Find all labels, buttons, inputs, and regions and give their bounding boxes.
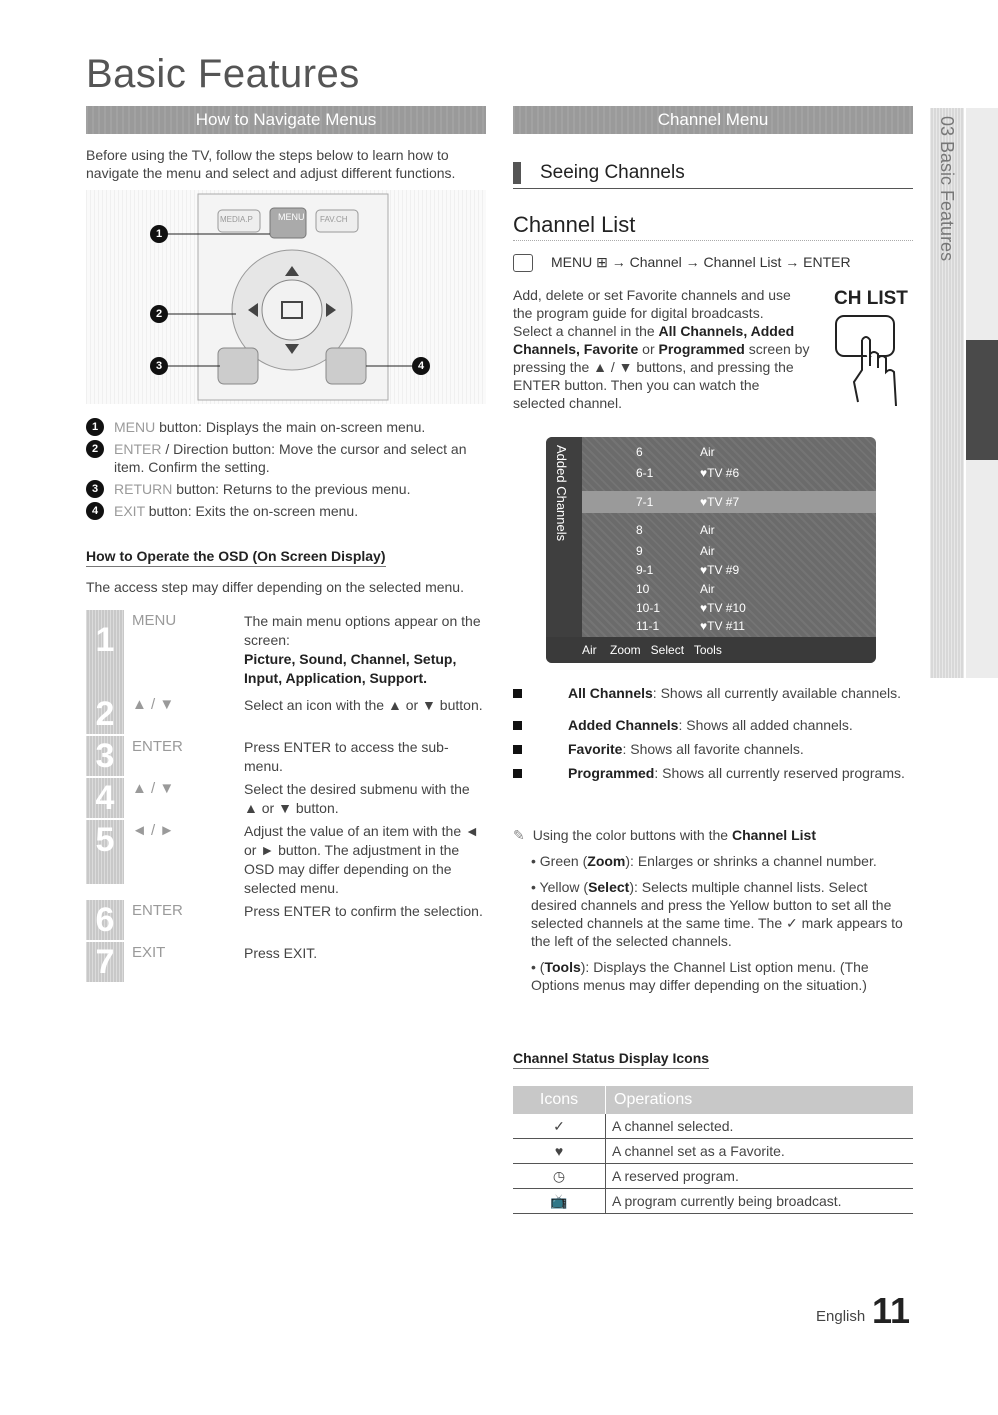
section-rule (513, 188, 913, 189)
bullet-icon (513, 769, 522, 778)
category-item (513, 716, 913, 734)
step-6 (86, 900, 486, 940)
step-desc-text: The main menu options appear on the screen: (244, 613, 481, 648)
navigate-intro: Before using the TV, follow the steps below to learn how to navigate the menu and select and adjust different functions. (86, 147, 456, 181)
menu-path (513, 254, 851, 272)
color-item: • (Tools): Displays the Channel List option menu. (The Options menus may differ depending on the situation.) (531, 959, 869, 993)
bullet-icon (513, 689, 522, 698)
page-number: 11 (872, 1290, 911, 1331)
channel-name: Air (700, 582, 715, 596)
channel-row (636, 563, 876, 580)
note-pencil-icon: ✎ (513, 827, 525, 843)
table-row (513, 1114, 913, 1139)
key-desc: / Direction button: Move the cursor and select an item. Confirm the setting. (114, 441, 467, 475)
button-descriptions (86, 418, 486, 524)
callout-4: 4 (412, 357, 430, 375)
channel-name: ♥TV #10 (700, 601, 746, 615)
step-key: MENU (132, 612, 177, 629)
remote-menu-label: MENU (278, 212, 305, 222)
step-desc-bold: Picture, Sound, Channel, Setup, Input, Application, Support. (244, 651, 457, 686)
section-title: Seeing Channels (540, 162, 685, 183)
button-desc-item (86, 502, 486, 520)
step-4 (86, 778, 486, 818)
num-badge: 2 (86, 440, 104, 458)
status-text: A channel set as a Favorite. (606, 1139, 914, 1164)
step-desc (244, 612, 484, 688)
step-desc: Press EXIT. (244, 945, 318, 961)
color-post: ): Selects multiple channel lists. Select desired channels and press the Yellow button to set all the selected channels at the same time. The ✓ mark appears to the left of the selected channels. (531, 879, 903, 949)
bullet-icon (513, 745, 522, 754)
channel-num: 10 (636, 582, 650, 596)
color-pre: Green ( (539, 853, 588, 869)
step-number: 5 (86, 820, 124, 884)
navigate-menus-banner: How to Navigate Menus (86, 106, 486, 134)
screen-side-panel (546, 437, 582, 637)
remote-media-label: MEDIA.P (220, 215, 253, 224)
category-item (513, 684, 913, 702)
desc2-mid: or (638, 341, 659, 357)
desc2-pre: Select a channel in the (513, 323, 659, 339)
step-number: 3 (86, 736, 124, 776)
step-key: ENTER (132, 902, 183, 919)
status-text: A program currently being broadcast. (606, 1189, 914, 1214)
channel-num: 6 (636, 445, 643, 459)
color-post: ): Enlarges or shrinks a channel number. (625, 853, 877, 869)
desc2-post: screen by pressing the ▲ / ▼ buttons, and pressing the ENTER button. Then you can watch the selected channel. (513, 341, 810, 411)
status-icon: ◷ (513, 1164, 606, 1189)
num-badge: 1 (86, 418, 104, 436)
step-number: 2 (86, 694, 124, 734)
category-item (513, 740, 913, 758)
step-desc: Select the desired submenu with the ▲ or ▼ button. (244, 781, 470, 816)
channel-num: 9-1 (636, 563, 654, 577)
channel-row (636, 582, 876, 599)
status-text: A reserved program. (606, 1164, 914, 1189)
button-desc-item (86, 440, 486, 476)
screen-side-label: Added Channels (554, 445, 569, 542)
channel-num: 8 (636, 523, 643, 537)
key-desc: button: Exits the on-screen menu. (144, 503, 359, 519)
category-text: : Shows all currently reserved programs. (654, 765, 905, 781)
channel-row (636, 601, 876, 618)
note-pre: Using the color buttons with the (532, 827, 732, 843)
color-bold: Select (588, 879, 630, 895)
note-bold: Channel List (731, 827, 816, 843)
button-desc-item (86, 480, 486, 498)
step-desc: Select an icon with the ▲ or ▼ button. (244, 697, 483, 713)
step-2 (86, 694, 486, 734)
status-text: A channel selected. (606, 1114, 914, 1139)
color-item: • Green (Zoom): Enlarges or shrinks a channel number. (531, 853, 877, 869)
footer-language: English (816, 1308, 866, 1325)
step-key: ▲ / ▼ (132, 696, 175, 713)
color-button-note (513, 826, 913, 994)
step-desc: Press ENTER to confirm the selection. (244, 903, 483, 919)
desc2-bold: All Channels, Added Channels, Favorite (513, 323, 795, 357)
desc2-bold2: Programmed (658, 341, 745, 357)
channel-menu-banner: Channel Menu (513, 106, 913, 134)
key-name: EXIT (114, 503, 145, 519)
num-badge: 4 (86, 502, 104, 520)
button-desc-item (86, 418, 486, 436)
category-text: : Shows all currently available channels. (652, 685, 902, 701)
category-text: : Shows all favorite channels. (622, 741, 804, 757)
subsection-title: Channel List (513, 212, 636, 237)
channel-name: ♥TV #9 (700, 563, 740, 577)
key-name: MENU (114, 419, 156, 435)
step-number: 4 (86, 778, 124, 818)
section-bar (513, 162, 521, 184)
channel-name: ♥TV #11 (700, 619, 745, 633)
desc1: Add, delete or set Favorite channels and use the program guide for digital broadcasts. (513, 287, 791, 321)
key-desc: button: Returns to the previous menu. (172, 481, 411, 497)
step-number: 1 (86, 610, 124, 700)
channel-name: Air (700, 523, 715, 537)
step-number: 7 (86, 942, 124, 982)
osd-intro: The access step may differ depending on the selected menu. (86, 579, 464, 595)
color-pre: ( (539, 959, 545, 975)
chapter-label: 03 Basic Features (937, 116, 957, 262)
ch-list-label: CH LIST (834, 288, 908, 309)
category-label: Added Channels (568, 717, 679, 733)
channel-num: 11-1 (636, 619, 660, 633)
category-item (513, 764, 913, 782)
status-icons-table (513, 1086, 913, 1214)
desc2 (513, 322, 813, 412)
side-chapter-marker (966, 340, 998, 460)
osd-heading: How to Operate the OSD (On Screen Display) (86, 548, 386, 567)
color-bold: Tools (544, 959, 581, 975)
ch-list-button-illustration (834, 288, 914, 408)
key-name: RETURN (114, 481, 173, 497)
step-key: EXIT (132, 944, 166, 961)
hand-pressing-icon (834, 310, 914, 406)
table-row (513, 1164, 913, 1189)
channel-row (636, 466, 876, 483)
page-title: Basic Features (86, 52, 360, 96)
step-key: ◄ / ► (132, 822, 175, 839)
channel-name: ♥TV #7 (700, 495, 740, 509)
table-row (513, 1139, 913, 1164)
menu-path-text: MENU ⊞ → Channel → Channel List → ENTER (551, 254, 851, 270)
category-label: Programmed (568, 765, 655, 781)
callout-2: 2 (150, 305, 168, 323)
category-list (513, 684, 913, 788)
subsection-rule (513, 240, 913, 241)
screen-bottom-bar (546, 637, 876, 663)
channel-num: 7-1 (636, 495, 654, 509)
remote-icon (513, 254, 533, 272)
chapter-side-tab (930, 108, 964, 678)
remote-illustration (86, 190, 486, 404)
channel-num: 6-1 (636, 466, 654, 480)
note-line (513, 826, 913, 844)
status-icon: ✓ (513, 1114, 606, 1139)
bullet-icon (513, 721, 522, 730)
channel-num: 10-1 (636, 601, 661, 615)
color-pre: Yellow ( (539, 879, 589, 895)
step-number: 6 (86, 900, 124, 940)
step-key: ▲ / ▼ (132, 780, 175, 797)
category-label: Favorite (568, 741, 623, 757)
channel-name: ♥TV #6 (700, 466, 740, 480)
remote-favch-label: FAV.CH (320, 215, 348, 224)
status-heading: Channel Status Display Icons (513, 1050, 709, 1069)
table-header: Operations (606, 1086, 914, 1114)
table-header: Icons (513, 1086, 606, 1114)
step-desc: Press ENTER to access the sub-menu. (244, 739, 449, 774)
screen-bottom-text: Air Zoom Select Tools (582, 643, 722, 657)
key-name: ENTER (114, 441, 162, 457)
callout-3: 3 (150, 357, 168, 375)
channel-name: Air (700, 544, 715, 558)
channel-row (636, 495, 876, 512)
channel-name: Air (700, 445, 715, 459)
table-header-row (513, 1086, 913, 1114)
num-badge: 3 (86, 480, 104, 498)
channel-row (636, 445, 876, 462)
step-1 (86, 610, 486, 706)
step-3 (86, 736, 486, 776)
channel-row (636, 544, 876, 561)
color-post: ): Displays the Channel List option menu. (The Options menus may differ depending on the situation.) (531, 959, 869, 993)
channel-num: 9 (636, 544, 643, 558)
color-bold: Zoom (587, 853, 626, 869)
step-key: ENTER (132, 738, 183, 755)
callout-1: 1 (150, 225, 168, 243)
category-text: : Shows all added channels. (678, 717, 853, 733)
step-7 (86, 942, 486, 982)
status-icon: 📺 (513, 1189, 606, 1214)
status-icon: ♥ (513, 1139, 606, 1164)
channel-row (636, 619, 876, 636)
category-label: All Channels (568, 685, 653, 701)
table-row (513, 1189, 913, 1214)
key-desc: button: Displays the main on-screen menu. (155, 419, 426, 435)
color-item: • Yellow (Select): Selects multiple channel lists. Select desired channels and press the Yellow button to set all the selected channels at the same time. The ✓ mark appears to the left of the selected channels. (531, 879, 903, 949)
channel-list-screen (546, 437, 876, 663)
channel-row (636, 523, 876, 540)
channel-list-desc (513, 286, 813, 412)
step-5 (86, 820, 486, 898)
step-desc: Adjust the value of an item with the ◄ or ► button. The adjustment in the OSD may differ depending on the selected menu. (244, 823, 479, 896)
